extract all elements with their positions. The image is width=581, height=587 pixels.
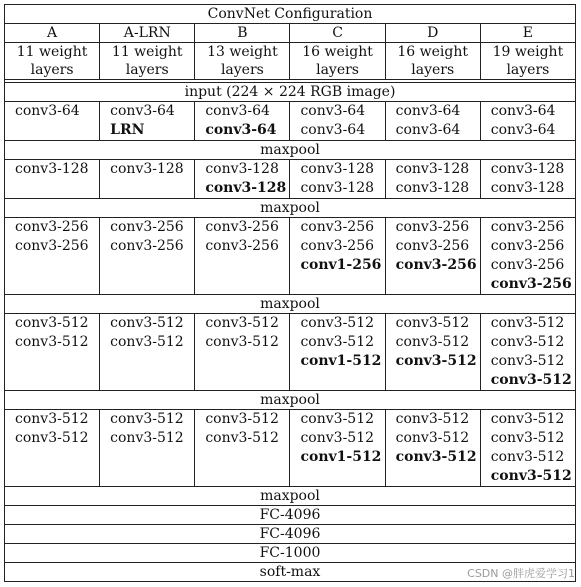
conv-cell [100,410,195,487]
layer-label: conv3-512 [15,411,89,427]
layer-label: conv3-512 [395,430,470,446]
tail-layer-row [5,506,576,525]
column-depth [195,43,290,80]
conv-cell [100,160,195,199]
maxpool-layer-row [5,141,576,160]
maxpool-layer: maxpool [5,487,576,506]
conv-cell [385,102,480,141]
maxpool-layer: maxpool [5,391,576,410]
maxpool-layer: maxpool [5,295,576,314]
conv-cell [100,314,195,391]
column-letter: B [195,24,290,43]
depth-unit: layers [30,62,74,78]
layer-label: conv3-512 [110,430,184,446]
layer-label: conv3-64 [300,122,366,138]
layer-label: conv3-512 [300,430,375,446]
tail-layer-row [5,525,576,544]
layer-label: conv1-512 [300,449,382,465]
layer-label: conv3-256 [15,219,89,235]
conv-cell [290,410,385,487]
layer-label: conv3-512 [205,315,279,331]
layer-label: conv3-512 [15,430,89,446]
layer-label: conv3-256 [300,238,375,254]
layer-label: conv3-512 [490,353,565,369]
layer-label: conv3-512 [490,372,572,388]
maxpool-layer-row [5,391,576,410]
column-letter: C [290,24,385,43]
maxpool-layer: maxpool [5,141,576,160]
conv-cell [195,102,290,141]
layer-label: conv3-512 [395,315,470,331]
conv-cell [480,314,575,391]
layer-label: conv3-512 [395,449,477,465]
conv-cell [195,218,290,295]
conv-cell [385,314,480,391]
layer-label: conv3-512 [15,334,89,350]
column-depth [100,43,195,80]
column-depth [385,43,480,80]
tail-layer-row [5,544,576,563]
layer-label: conv3-256 [490,257,565,273]
maxpool-layer-row [5,295,576,314]
layer-label: conv3-512 [490,430,565,446]
layer-label: conv3-256 [490,238,565,254]
layer-label: conv3-64 [395,103,461,119]
column-depth-row [5,43,576,80]
tail-layer: FC-1000 [5,544,576,563]
depth-unit: layers [125,62,169,78]
tail-layer: FC-4096 [5,506,576,525]
layer-label: conv3-256 [110,219,184,235]
convnet-config-table [4,4,576,582]
layer-label: conv3-128 [110,161,184,177]
layer-label: conv3-256 [300,219,375,235]
table-title: ConvNet Configuration [5,5,576,24]
conv-cell [480,160,575,199]
conv-cell [195,410,290,487]
layer-label: conv3-512 [395,353,477,369]
layer-label: conv3-512 [490,315,565,331]
layer-label: conv3-256 [395,257,477,273]
conv-cell [290,218,385,295]
conv-cell [385,160,480,199]
layer-label: conv3-512 [490,468,572,484]
csdn-watermark: CSDN @胖虎爱学习1 [467,567,575,580]
conv-cell [100,218,195,295]
layer-label: conv3-512 [15,315,89,331]
column-depth [5,43,100,80]
layer-label: conv3-256 [490,276,572,292]
layer-label: conv3-64 [300,103,366,119]
layer-label: conv3-512 [110,334,184,350]
layer-label: conv3-128 [395,180,470,196]
conv-cell [5,314,100,391]
depth-label: 11 weight [16,44,88,60]
layer-label: conv3-64 [205,122,277,138]
maxpool-layer: maxpool [5,199,576,218]
layer-label: conv3-64 [110,103,175,119]
depth-unit: layers [220,62,264,78]
conv-cell [290,102,385,141]
layer-label: conv3-256 [395,219,470,235]
layer-label: conv3-512 [490,411,565,427]
conv-cell [5,102,100,141]
layer-label: conv3-256 [205,219,279,235]
layer-label: LRN [110,122,145,138]
layer-label: conv3-128 [300,180,375,196]
layer-label: conv3-256 [490,219,565,235]
tail-layer: FC-4096 [5,525,576,544]
conv-cell [480,102,575,141]
layer-label: conv3-256 [395,238,470,254]
column-letter: E [480,24,575,43]
depth-label: 19 weight [492,44,564,60]
layer-label: conv3-64 [395,122,461,138]
layer-label: conv1-512 [300,353,382,369]
layer-label: conv3-64 [15,103,80,119]
conv-block-row [5,218,576,295]
conv-cell [480,218,575,295]
title-row [5,5,576,24]
conv-block-row [5,102,576,141]
layer-label: conv3-512 [300,411,375,427]
layer-label: conv3-64 [490,103,556,119]
layer-label: conv3-128 [15,161,89,177]
layer-label: conv3-512 [490,334,565,350]
layer-label: conv3-64 [490,122,556,138]
layer-label: conv3-512 [205,411,279,427]
layer-label: conv3-128 [205,161,279,177]
depth-label: 11 weight [111,44,183,60]
column-letter: D [385,24,480,43]
depth-unit: layers [316,62,359,78]
layer-label: conv3-64 [205,103,270,119]
layer-label: conv3-256 [15,238,89,254]
input-layer-row [5,83,576,102]
conv-cell [5,218,100,295]
conv-block-row [5,410,576,487]
conv-cell [5,160,100,199]
conv-block-row [5,314,576,391]
maxpool-layer-row [5,199,576,218]
layer-label: conv3-128 [490,161,565,177]
layer-label: conv3-512 [300,315,375,331]
conv-cell [385,410,480,487]
layer-label: conv3-512 [110,411,184,427]
layer-label: conv3-512 [300,334,375,350]
depth-label: 13 weight [207,44,278,60]
input-layer: input (224 × 224 RGB image) [5,83,576,102]
layer-label: conv3-512 [205,430,279,446]
layer-label: conv3-128 [490,180,565,196]
tail-layer: soft-max [5,563,576,582]
layer-label: conv1-256 [300,257,382,273]
layer-label: conv3-256 [205,238,279,254]
column-letter: A-LRN [100,24,195,43]
column-letter-row [5,24,576,43]
table-body [5,5,576,582]
column-depth [290,43,385,80]
conv-cell [100,102,195,141]
column-letter: A [5,24,100,43]
conv-cell [290,314,385,391]
layer-label: conv3-128 [205,180,287,196]
conv-cell [385,218,480,295]
layer-label: conv3-512 [490,449,565,465]
layer-label: conv3-512 [395,411,470,427]
depth-unit: layers [506,62,550,78]
maxpool-layer-row [5,487,576,506]
conv-cell [480,410,575,487]
column-depth [480,43,575,80]
conv-cell [290,160,385,199]
conv-cell [195,314,290,391]
layer-label: conv3-512 [205,334,279,350]
layer-label: conv3-512 [110,315,184,331]
conv-cell [195,160,290,199]
layer-label: conv3-128 [300,161,375,177]
layer-label: conv3-512 [395,334,470,350]
depth-label: 16 weight [397,44,469,60]
layer-label: conv3-256 [110,238,184,254]
depth-unit: layers [411,62,455,78]
depth-label: 16 weight [302,44,373,60]
conv-cell [5,410,100,487]
conv-block-row [5,160,576,199]
layer-label: conv3-128 [395,161,470,177]
